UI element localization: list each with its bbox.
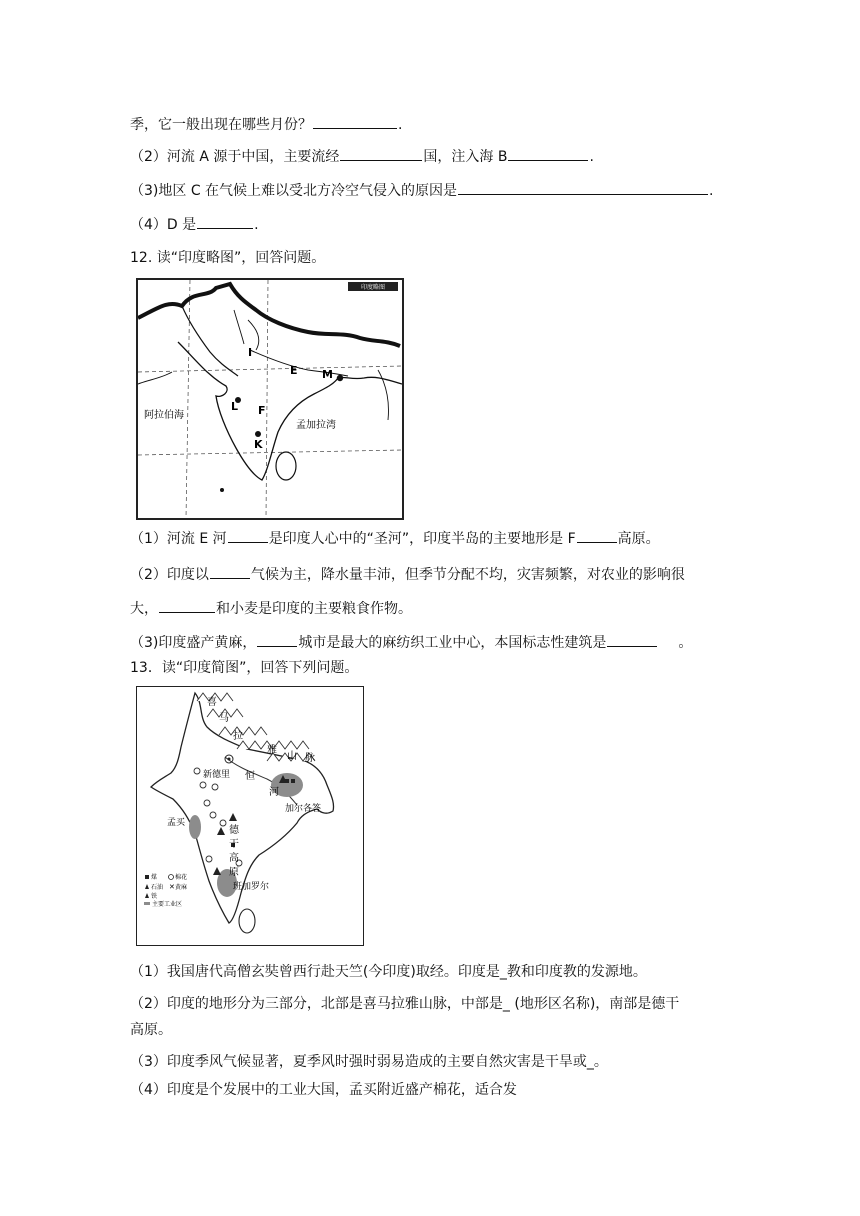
answer-blank[interactable] (228, 528, 268, 543)
label-de: 德 (229, 825, 239, 836)
city-dot-K (255, 431, 261, 437)
label-M: M (322, 368, 333, 381)
label-kolkata: 加尔各答 (285, 804, 322, 814)
river-line (234, 310, 244, 344)
label-xi: 喜 (207, 697, 217, 708)
answer-blank[interactable] (210, 564, 250, 579)
label-arabian-sea: 阿拉伯海 (144, 410, 184, 421)
q12-answer-2-cont: 大， 和小麦是印度的主要粮食作物。 (130, 598, 412, 619)
q13-answer-4: （4）印度是个发展中的工业大国，孟买附近盛产棉花，适合发 (130, 1082, 517, 1098)
western-coast (138, 372, 172, 384)
sri-lanka (276, 452, 296, 480)
q13-title: 13．读“印度简图”，回答下列问题。 (130, 660, 359, 676)
q13-answer-1: （1）我国唐代高僧玄奘曾西行赴天竺(今印度)取经。印度是_教和印度教的发源地。 (130, 964, 647, 980)
answer-blank[interactable] (159, 598, 215, 613)
legend-cotton: 棉花 (175, 874, 188, 881)
legend-iron: 铁 (151, 893, 158, 900)
answer-blank[interactable] (340, 146, 422, 161)
label-I: I (248, 346, 253, 359)
legend-jute: 黄麻 (175, 884, 188, 891)
sri-lanka (239, 909, 255, 933)
label-heng: 恒 (245, 771, 255, 782)
q12-answer-1: （1）河流 E 河 是印度人心中的“圣河”，印度半岛的主要地形是 F 高原。 (130, 528, 660, 549)
legend-industry: 主要工业区 (152, 901, 183, 908)
island-dot (220, 488, 224, 492)
q11-line-3: （3)地区 C 在气候上难以受北方冷空气侵入的原因是 . (130, 180, 714, 201)
national-border (138, 284, 400, 346)
q13-answer-2: （2）印度的地形分为三部分，北部是喜马拉雅山脉，中部是_ (地形区名称)，南部是德干 (130, 996, 680, 1012)
legend-oil: 石油 (151, 884, 164, 891)
label-new-delhi: 新德里 (203, 770, 231, 780)
q12-answer-3: （3)印度盛产黄麻， 城市是最大的麻纺织工业中心，本国标志性建筑是 。 (130, 632, 692, 653)
label-mumbai: 孟买 (167, 818, 186, 828)
map-legend (144, 873, 187, 908)
answer-blank[interactable] (257, 632, 297, 647)
label-ya: 雅 (267, 745, 277, 756)
graticule-lines (138, 280, 402, 518)
india-simple-map-svg (137, 687, 363, 945)
label-la: 拉 (233, 731, 243, 742)
ganges-river (250, 350, 348, 376)
india-sketch-map (136, 278, 404, 520)
answer-blank[interactable] (458, 180, 708, 195)
label-E: E (290, 364, 298, 377)
mumbai-industrial-zone (189, 815, 201, 839)
answer-blank[interactable] (508, 146, 588, 161)
city-dot-M (337, 375, 343, 381)
label-gao: 高 (229, 853, 239, 864)
answer-blank[interactable] (197, 214, 253, 229)
label-L: L (231, 400, 239, 413)
label-mai: 脉 (305, 753, 315, 764)
label-shan: 山 (287, 751, 297, 762)
q12-title: 12. 读“印度略图”，回答问题。 (130, 250, 326, 266)
label-gan: 干 (229, 839, 239, 850)
q11-line-2: （2）河流 A 源于中国，主要流经 国，注入海 B . (130, 146, 594, 167)
q13-answer-2-cont: 高原。 (130, 1022, 172, 1038)
q11-line-1: 季，它一般出现在哪些月份？ . (130, 114, 402, 135)
answer-blank[interactable] (607, 632, 657, 647)
label-F: F (258, 404, 266, 417)
q13-answer-3: （3）印度季风气候显著，夏季风时强时弱易造成的主要自然灾害是干旱或_。 (130, 1054, 608, 1070)
answer-blank[interactable] (577, 528, 617, 543)
legend-coal: 煤 (151, 874, 158, 881)
india-sketch-map-svg (138, 280, 402, 518)
india-simple-map (136, 686, 364, 946)
label-yuan: 原 (229, 867, 239, 878)
label-K: K (254, 438, 263, 451)
answer-blank[interactable] (313, 114, 397, 129)
label-bay-of-bengal: 孟加拉湾 (296, 420, 336, 431)
new-delhi-dot (228, 758, 231, 761)
q11-line-4: （4）D 是 . (130, 214, 259, 235)
label-bangalore: 班加罗尔 (233, 882, 270, 892)
map-legend-text: 印度略图 (360, 284, 386, 291)
q12-answer-2: （2）印度以 气候为主，降水量丰沛，但季节分配不均，灾害频繁，对农业的影响很 (130, 564, 685, 585)
western-border (182, 306, 238, 376)
label-he: 河 (269, 787, 279, 798)
label-ma: 马 (219, 713, 229, 724)
legend-jute-symbol: ✕ (169, 883, 175, 891)
